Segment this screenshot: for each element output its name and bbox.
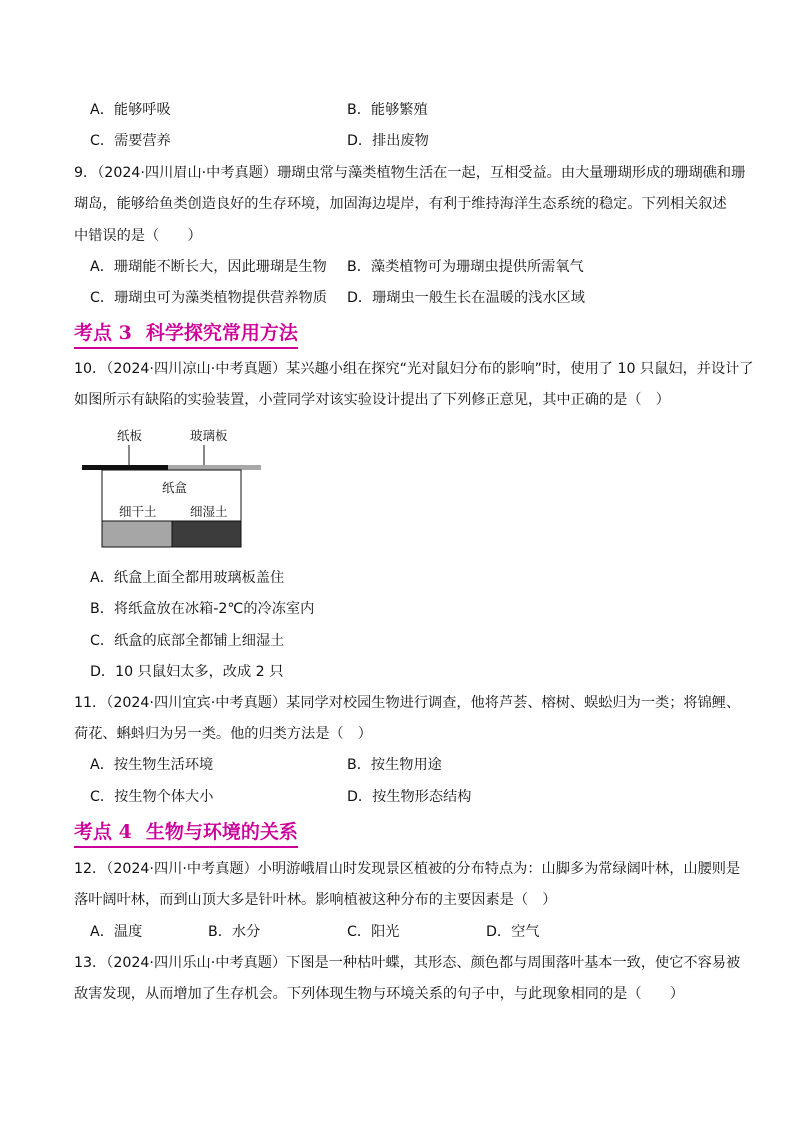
q10-line-2: 如图所示有缺陷的实验装置，小萱同学对该实验设计提出了下列修正意见，其中正确的是（ ）	[74, 392, 670, 408]
label-box: 纸盒	[162, 480, 188, 495]
label-wet-soil: 细湿土	[190, 504, 228, 519]
q10-option-c: C．纸盒的底部全都铺上细湿土	[90, 633, 285, 649]
q11-line-1: 11．（2024·四川宜宾·中考真题）某同学对校园生物进行调查，他将芦荟、榕树、蜈蚣归为一类；将锦鲤、	[74, 695, 741, 711]
q11-option-c: C．按生物个体大小	[90, 789, 214, 805]
section-number: 考点 4	[74, 821, 132, 843]
q10-option-d: D．10 只鼠妇太多，改成 2 只	[90, 664, 284, 680]
section-heading-4	[74, 819, 298, 848]
q9-line-3: 中错误的是（ ）	[74, 228, 202, 244]
q10-line-1: 10．（2024·四川凉山·中考真题）某兴趣小组在探究“光对鼠妇分布的影响”时，使用了 10 只鼠妇，并设计了	[74, 361, 754, 377]
q8-option-c: C．需要营养	[90, 133, 171, 149]
q12-option-c: C．阳光	[347, 924, 400, 940]
experiment-diagram	[80, 420, 270, 555]
section-title: 科学探究常用方法	[145, 322, 298, 344]
q9-line-1: 9．（2024·四川眉山·中考真题）珊瑚虫常与藻类植物生活在一起，互相受益。由大量珊瑚形成的珊瑚礁和珊	[74, 165, 746, 181]
q11-line-2: 荷花、蝌蚪归为另一类。他的归类方法是（ ）	[74, 726, 372, 742]
label-cardboard: 纸板	[117, 428, 143, 443]
dry-soil	[102, 521, 172, 547]
q12-option-b: B．水分	[208, 924, 261, 940]
q9-option-c: C．珊瑚虫可为藻类植物提供营养物质	[90, 290, 327, 306]
q12-line-1: 12．（2024·四川·中考真题）小明游峨眉山时发现景区植被的分布特点为：山脚多为常绿阔叶林，山腰则是	[74, 861, 741, 877]
q9-option-d: D．珊瑚虫一般生长在温暖的浅水区域	[347, 290, 585, 306]
q11-option-b: B．按生物用途	[347, 757, 442, 773]
q9-line-2: 瑚岛，能够给鱼类创造良好的生存环境，加固海边堤岸，有利于维持海洋生态系统的稳定。下列相关叙述	[74, 196, 727, 212]
q13-line-1: 13．（2024·四川乐山·中考真题）下图是一种枯叶蝶，其形态、颜色都与周围落叶基本一致，使它不容易被	[74, 955, 741, 971]
q9-option-a: A．珊瑚能不断长大，因此珊瑚是生物	[90, 259, 327, 275]
q8-option-a: A．能够呼吸	[90, 102, 171, 118]
section-number: 考点 3	[74, 322, 132, 344]
q12-option-d: D．空气	[486, 924, 540, 940]
label-dry-soil: 细干土	[119, 504, 157, 519]
section-title: 生物与环境的关系	[145, 821, 298, 843]
q12-line-2: 落叶阔叶林，而到山顶大多是针叶林。影响植被这种分布的主要因素是（ ）	[74, 892, 557, 908]
wet-soil	[172, 521, 241, 547]
q10-option-a: A．纸盒上面全都用玻璃板盖住	[90, 570, 285, 586]
cardboard-cover	[82, 465, 168, 470]
glass-cover	[168, 465, 261, 470]
q10-option-b: B．将纸盒放在冰箱-2℃的冷冻室内	[90, 601, 315, 617]
q11-option-d: D．按生物形态结构	[347, 789, 472, 805]
q11-option-a: A．按生物生活环境	[90, 757, 214, 773]
q9-option-b: B．藻类植物可为珊瑚虫提供所需氧气	[347, 259, 584, 275]
q8-option-d: D．排出废物	[347, 133, 429, 149]
q12-option-a: A．温度	[90, 924, 143, 940]
label-glass: 玻璃板	[190, 428, 228, 443]
section-heading-3	[74, 320, 298, 349]
q13-line-2: 敌害发现，从而增加了生存机会。下列体现生物与环境关系的句子中，与此现象相同的是（ ）	[74, 986, 685, 1002]
q8-option-b: B．能够繁殖	[347, 102, 428, 118]
